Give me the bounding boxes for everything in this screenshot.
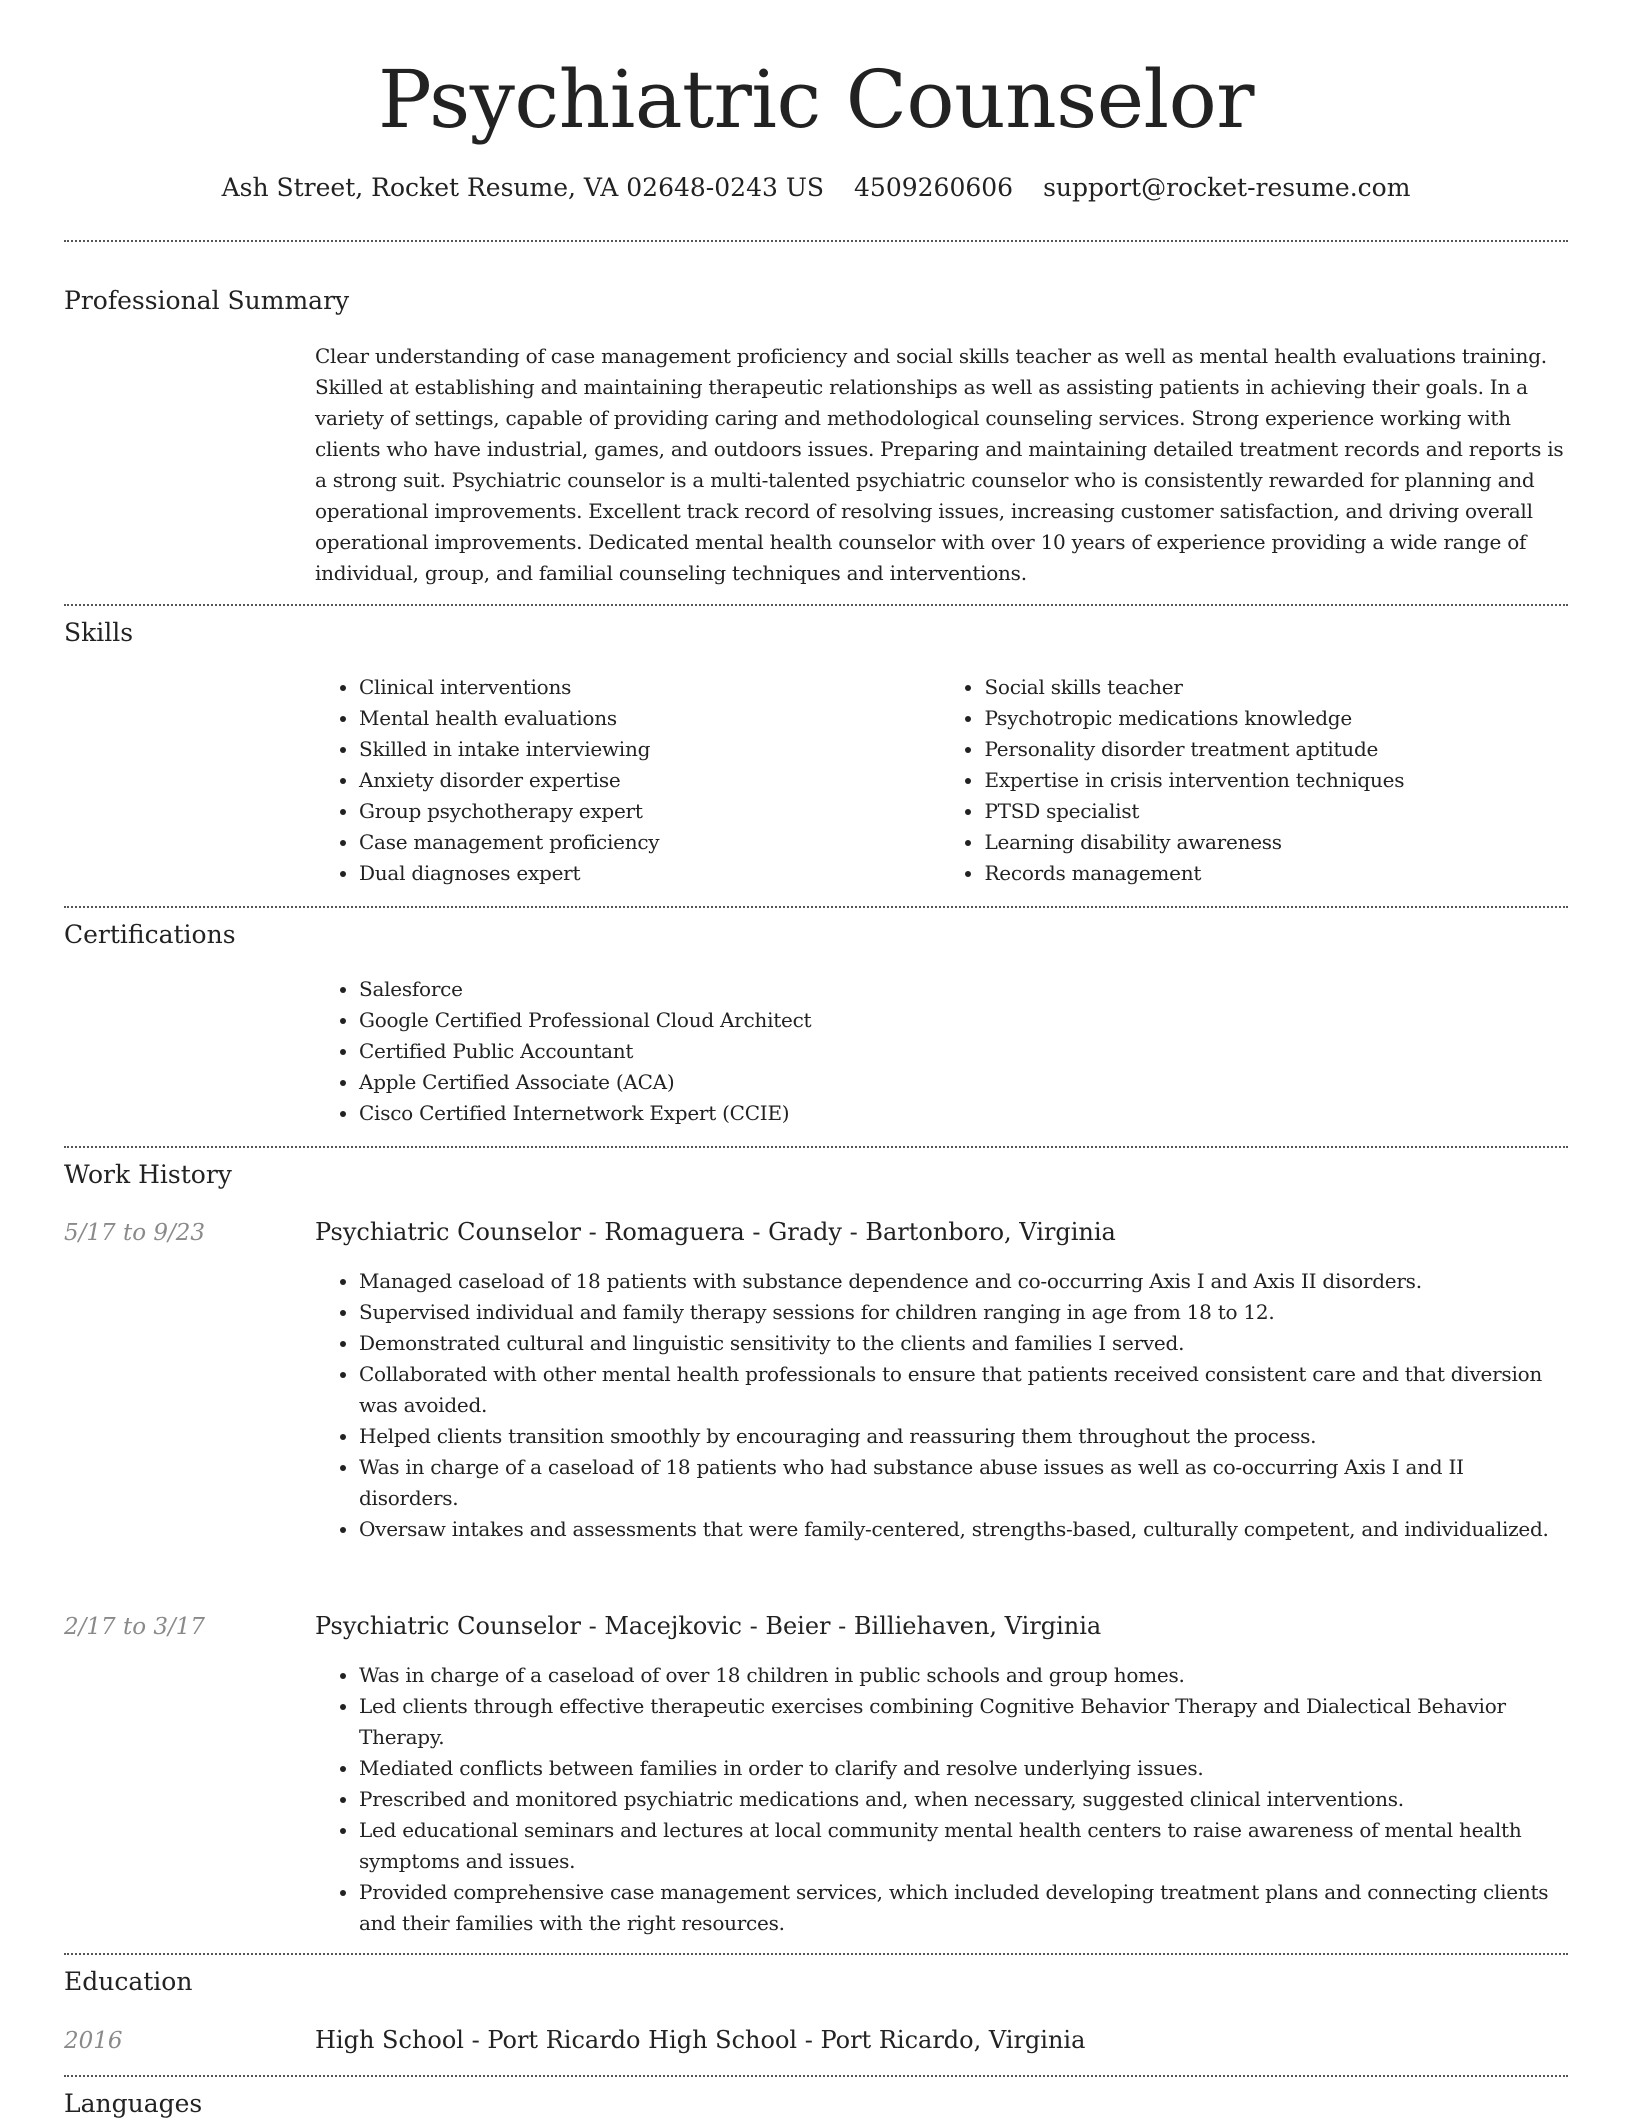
skill-item: • Learning disability awareness: [984, 827, 1568, 858]
section-title-skills: Skills: [64, 618, 134, 647]
certifications-list: [315, 974, 1568, 1129]
job-bullet: • Was in charge of a caseload of over 18 children in public schools and group homes.: [359, 1660, 1568, 1691]
contact-address: Ash Street, Rocket Resume, VA 02648-0243 US: [221, 173, 825, 202]
certifications-body: [315, 974, 1568, 1129]
skills-list-left: [315, 672, 895, 889]
job-bullet: • Prescribed and monitored psychiatric medications and, when necessary, suggested clinical interventions.: [359, 1784, 1568, 1815]
skill-item: • Anxiety disorder expertise: [359, 765, 895, 796]
job-heading: Psychiatric Counselor - Macejkovic - Beier - Billiehaven, Virginia: [315, 1612, 1102, 1640]
skills-body: [315, 672, 1568, 889]
divider: [64, 604, 1568, 606]
skill-item: • Dual diagnoses expert: [359, 858, 895, 889]
skill-item: • Social skills teacher: [984, 672, 1568, 703]
skill-item: • Mental health evaluations: [359, 703, 895, 734]
skill-item: • Skilled in intake interviewing: [359, 734, 895, 765]
certification-item: • Apple Certified Associate (ACA): [359, 1067, 1568, 1098]
section-title-languages: Languages: [64, 2089, 203, 2118]
job-bullet: • Led educational seminars and lectures at local community mental health centers to raise awareness of mental health symptoms and issues.: [359, 1815, 1568, 1877]
job-bullet: • Led clients through effective therapeutic exercises combining Cognitive Behavior Therapy and Dialectical Behavior Therapy.: [359, 1691, 1568, 1753]
job-bullet: • Demonstrated cultural and linguistic sensitivity to the clients and families I served.: [359, 1328, 1568, 1359]
section-title-work-history: Work History: [64, 1160, 232, 1189]
skill-item: • Clinical interventions: [359, 672, 895, 703]
job-heading: Psychiatric Counselor - Romaguera - Grady - Bartonboro, Virginia: [315, 1218, 1116, 1246]
skill-item: • Group psychotherapy expert: [359, 796, 895, 827]
section-title-summary: Professional Summary: [64, 286, 350, 315]
divider: [64, 240, 1568, 242]
divider: [64, 2075, 1568, 2077]
certification-item: • Cisco Certified Internetwork Expert (CCIE): [359, 1098, 1568, 1129]
job-bullet: • Was in charge of a caseload of 18 patients who had substance abuse issues as well as co-occurring Axis I and II disorders.: [359, 1452, 1568, 1514]
summary-text: Clear understanding of case management proficiency and social skills teacher as well as mental health evaluations training. Skilled at establishing and maintaining therapeutic relationships as well as assisting patients in achieving their goals. In a variety of settings, capable of providing caring and methodological counseling services. Strong experience working with clients who have industrial, games, and outdoors issues. Preparing and maintaining detailed treatment records and reports is a strong suit. Psychiatric counselor is a multi-talented psychiatric counselor who is consistently rewarded for planning and operational improvements. Excellent track record of resolving issues, increasing customer satisfaction, and driving overall operational improvements. Dedicated mental health counselor with over 10 years of experience providing a wide range of individual, group, and familial counseling techniques and interventions.: [315, 344, 1564, 585]
job-bullet: • Oversaw intakes and assessments that were family-centered, strengths-based, culturally competent, and individualized.: [359, 1514, 1568, 1545]
job-bullet: • Collaborated with other mental health professionals to ensure that patients received consistent care and that diversion was avoided.: [359, 1359, 1568, 1421]
summary-body: [315, 341, 1568, 589]
job-bullet: • Provided comprehensive case management services, which included developing treatment plans and connecting clients and their families with the right resources.: [359, 1877, 1568, 1939]
certification-item: • Google Certified Professional Cloud Architect: [359, 1005, 1568, 1036]
skills-list-right: [940, 672, 1568, 889]
divider: [64, 1146, 1568, 1148]
skill-item: • PTSD specialist: [984, 796, 1568, 827]
skill-item: • Personality disorder treatment aptitude: [984, 734, 1568, 765]
job-dates: 5/17 to 9/23: [64, 1220, 206, 1246]
divider: [64, 906, 1568, 908]
job-body: [315, 1660, 1568, 1939]
resume-name: Psychiatric Counselor: [377, 53, 1255, 146]
job-bullet: • Helped clients transition smoothly by encouraging and reassuring them throughout the process.: [359, 1421, 1568, 1452]
skill-item: • Psychotropic medications knowledge: [984, 703, 1568, 734]
education-heading: High School - Port Ricardo High School - Port Ricardo, Virginia: [315, 2026, 1086, 2054]
job-dates: 2/17 to 3/17: [64, 1614, 206, 1640]
section-title-education: Education: [64, 1967, 193, 1996]
job-bullets: [315, 1660, 1568, 1939]
job-bullets: [315, 1266, 1568, 1545]
contact-line: [64, 168, 1568, 208]
education-date: 2016: [64, 2028, 123, 2054]
divider: [64, 1953, 1568, 1955]
contact-email[interactable]: support@rocket-resume.com: [1043, 173, 1411, 202]
job-bullet: • Mediated conflicts between families in order to clarify and resolve underlying issues.: [359, 1753, 1568, 1784]
certification-item: • Certified Public Accountant: [359, 1036, 1568, 1067]
job-bullet: • Supervised individual and family therapy sessions for children ranging in age from 18 to 12.: [359, 1297, 1568, 1328]
certification-item: • Salesforce: [359, 974, 1568, 1005]
skill-item: • Expertise in crisis intervention techniques: [984, 765, 1568, 796]
skill-item: • Records management: [984, 858, 1568, 889]
job-bullet: • Managed caseload of 18 patients with substance dependence and co-occurring Axis I and Axis II disorders.: [359, 1266, 1568, 1297]
contact-phone: 4509260606: [854, 173, 1014, 202]
job-body: [315, 1266, 1568, 1545]
section-title-certifications: Certifications: [64, 920, 236, 949]
skill-item: • Case management proficiency: [359, 827, 895, 858]
